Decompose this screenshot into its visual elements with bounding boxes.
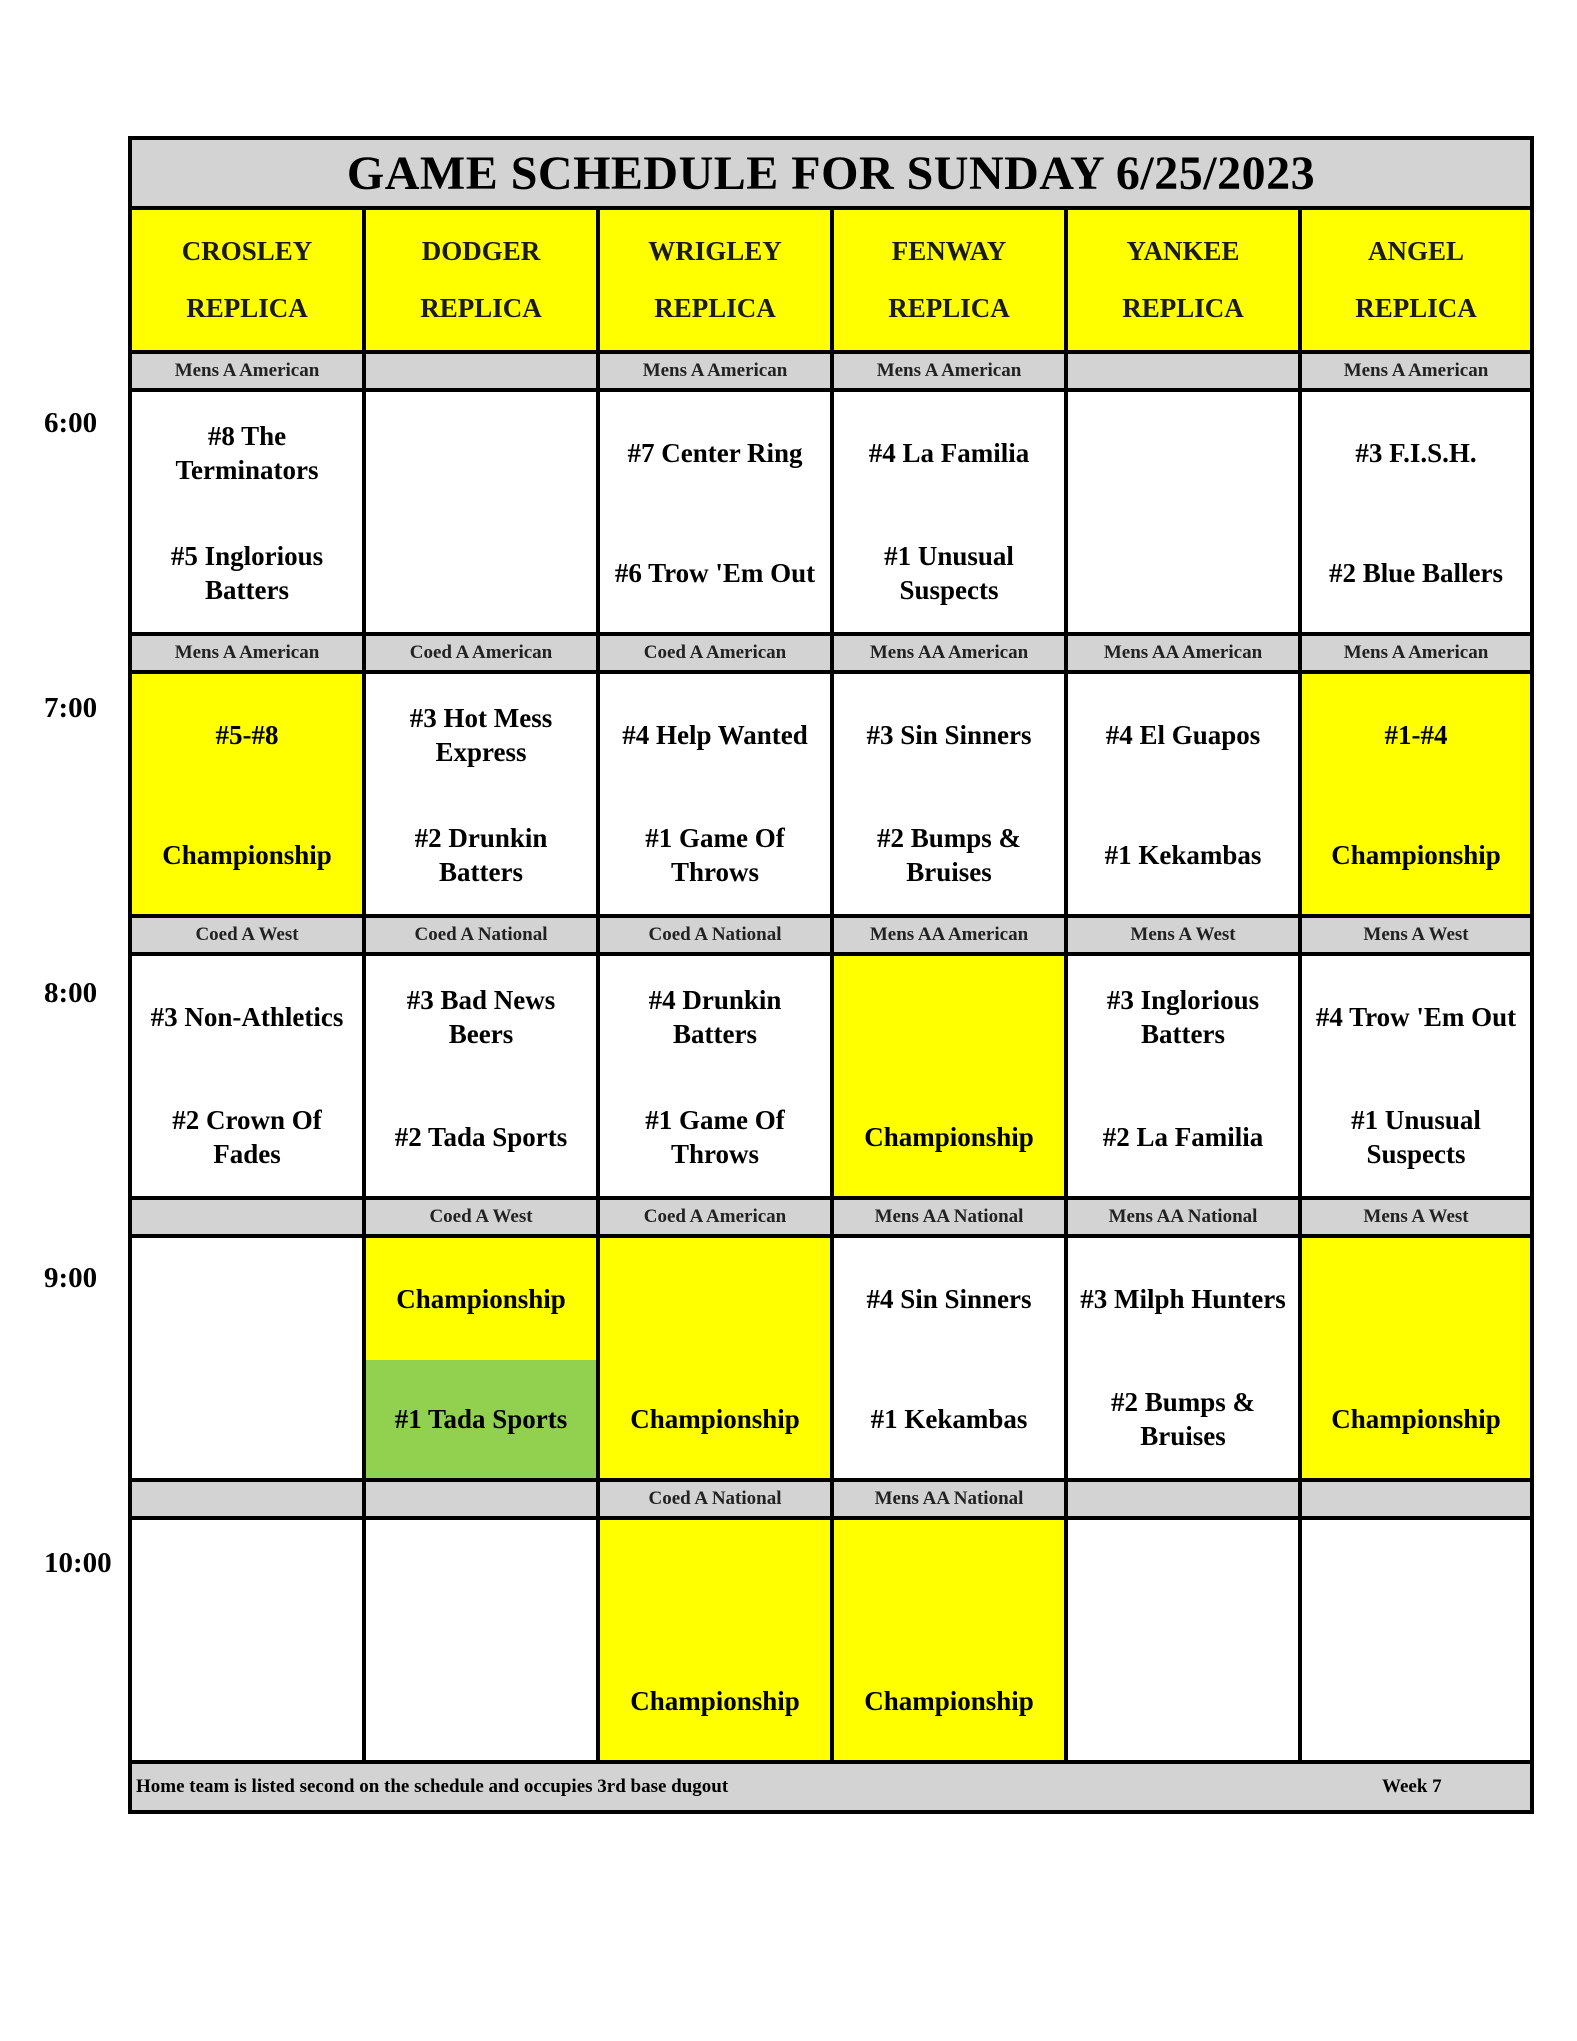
division-label [132,1482,366,1516]
home-team: Championship [864,1686,1034,1716]
away-team: #1-#4 [1384,720,1448,750]
division-row [132,918,1530,956]
away-team: #3 Non-Athletics [150,1002,344,1032]
division-label: Mens AA American [834,918,1068,952]
game-cell [366,392,600,632]
away-team: #4 Help Wanted [622,720,808,750]
division-label: Mens A West [1363,1206,1469,1227]
away-team: #4 La Familia [868,438,1030,468]
away-team: #3 Milph Hunters [1080,1284,1286,1314]
home-team: Championship [864,1122,1034,1152]
game-row [132,1520,1530,1764]
home-team: Championship [1331,840,1501,870]
division-row [132,1200,1530,1238]
game-cell [600,674,834,914]
game-cell [366,1238,600,1478]
home-team [1302,1642,1530,1760]
time-label: 6:00 [44,407,98,439]
game-cell [1302,674,1530,914]
division-label: Coed A American [366,636,600,670]
away-team [1068,392,1298,514]
division-label: Mens AA American [1068,636,1302,670]
footer-bar [132,1764,1530,1810]
time-label: 7:00 [44,692,98,724]
away-team: #3 Bad News Beers [406,985,556,1049]
game-cell [366,956,600,1196]
game-cell [1068,392,1302,632]
home-team: #2 Blue Ballers [1329,558,1503,588]
game-cell [834,1520,1068,1760]
game-cell [1302,1520,1530,1760]
division-label: Mens A American [1343,642,1489,663]
division-label [1302,1482,1530,1516]
away-team: #5-#8 [215,720,279,750]
home-team: Championship [630,1404,800,1434]
home-team: #2 Bumps & Bruises [1110,1387,1256,1451]
field-sub: REPLICA [888,293,1010,323]
field-name: WRIGLEY [648,236,782,266]
field-sub: REPLICA [1122,293,1244,323]
division-label: Coed A National [600,1482,834,1516]
game-row [132,1238,1530,1482]
field-sub: REPLICA [186,293,308,323]
division-label: Mens A American [132,354,366,388]
game-cell [132,1520,366,1760]
division-label: Coed A National [366,918,600,952]
game-row [132,956,1530,1200]
home-team: Championship [630,1686,800,1716]
game-cell [600,956,834,1196]
away-team: #4 Trow 'Em Out [1315,1002,1517,1032]
game-cell [834,956,1068,1196]
division-label: Mens A West [1363,924,1469,945]
home-team: Championship [1331,1404,1501,1434]
time-label: 8:00 [44,977,98,1009]
game-cell [132,392,366,632]
home-team [1068,514,1298,632]
field-header-yankee [1068,210,1302,350]
home-team: #1 Game Of Throws [645,823,785,887]
home-team: #1 Unusual Suspects [884,541,1014,605]
away-team [834,956,1064,1078]
division-label [132,1200,366,1234]
division-label [366,354,600,388]
game-cell [600,1520,834,1760]
away-team: #4 Sin Sinners [866,1284,1032,1314]
division-row [132,1482,1530,1520]
away-team [132,1238,362,1360]
game-cell [600,392,834,632]
home-team [132,1360,362,1478]
game-cell [366,674,600,914]
division-label: Coed A American [600,1200,834,1234]
division-label: Mens AA National [834,1482,1068,1516]
field-name: CROSLEY [181,236,313,266]
game-cell [132,956,366,1196]
away-team [132,1520,362,1642]
division-label [366,1482,600,1516]
game-cell [1068,956,1302,1196]
field-name: FENWAY [891,236,1007,266]
away-team [834,1520,1064,1642]
game-row [132,674,1530,918]
away-team [600,1520,830,1642]
division-label [1068,354,1302,388]
home-team: #1 Kekambas [1104,840,1262,870]
division-row [132,354,1530,392]
home-team [1068,1642,1298,1760]
away-team: #3 Sin Sinners [866,720,1032,750]
away-team: #3 Hot Mess Express [409,703,553,767]
away-team [600,1238,830,1360]
division-label: Mens AA American [834,636,1068,670]
field-sub: REPLICA [1355,293,1477,323]
game-cell [1068,1520,1302,1760]
home-team: Championship [162,840,332,870]
game-cell [834,1238,1068,1478]
away-team [1302,1238,1530,1360]
game-cell [600,1238,834,1478]
division-label: Mens A American [1343,360,1489,381]
schedule-table [128,136,1534,1814]
time-slots [132,354,1530,1764]
week-label: Week 7 [1382,1776,1442,1797]
away-team: #4 El Guapos [1105,720,1261,750]
away-team: Championship [396,1284,566,1314]
away-team [366,392,596,514]
away-team: #4 Drunkin Batters [648,985,782,1049]
game-cell [834,674,1068,914]
game-cell [1068,1238,1302,1478]
division-label: Coed A West [366,1200,600,1234]
home-team: #2 Bumps & Bruises [876,823,1022,887]
field-name: ANGEL [1367,236,1465,266]
away-team [366,1520,596,1642]
home-team [366,514,596,632]
away-team: #3 F.I.S.H. [1355,438,1477,468]
field-header-dodger [366,210,600,350]
footer-note: Home team is listed second on the schedule and occupies 3rd base dugout [136,1776,729,1797]
game-cell [132,1238,366,1478]
away-team [1302,1520,1530,1642]
home-team: #2 Tada Sports [394,1122,568,1152]
field-name: YANKEE [1126,236,1240,266]
field-name: DODGER [421,236,541,266]
field-sub: REPLICA [654,293,776,323]
home-team: #2 Crown Of Fades [172,1105,322,1169]
field-header-wrigley [600,210,834,350]
time-column [0,0,140,2041]
game-cell [1068,674,1302,914]
game-cell [366,1520,600,1760]
game-cell [1302,392,1530,632]
home-team: #1 Unusual Suspects [1351,1105,1481,1169]
away-team [1068,1520,1298,1642]
division-label: Mens AA National [1068,1200,1302,1234]
home-team: #2 La Familia [1102,1122,1264,1152]
away-team: #8 The Terminators [175,421,319,485]
home-team: #6 Trow 'Em Out [614,558,816,588]
field-sub: REPLICA [420,293,542,323]
division-label: Coed A West [132,918,366,952]
home-team: #1 Game Of Throws [645,1105,785,1169]
schedule-title: GAME SCHEDULE FOR SUNDAY 6/25/2023 [132,140,1530,210]
game-cell [1302,1238,1530,1478]
division-label: Coed A American [600,636,834,670]
field-header-angel [1302,210,1530,350]
division-row [132,636,1530,674]
game-row [132,392,1530,636]
division-label: Mens AA National [834,1200,1068,1234]
division-label: Coed A National [600,918,834,952]
game-cell [132,674,366,914]
home-team: #1 Tada Sports [366,1360,596,1478]
home-team: #1 Kekambas [870,1404,1028,1434]
division-label: Mens A American [132,636,366,670]
game-cell [1302,956,1530,1196]
time-label: 9:00 [44,1262,98,1294]
time-label: 10:00 [44,1547,112,1579]
home-team [132,1642,362,1760]
away-team: #7 Center Ring [627,438,803,468]
field-header-crosley [132,210,366,350]
away-team: #3 Inglorious Batters [1106,985,1260,1049]
field-header-fenway [834,210,1068,350]
division-label [1068,1482,1302,1516]
home-team: #5 Inglorious Batters [170,541,324,605]
division-label: Mens A American [600,354,834,388]
field-header-row [132,210,1530,354]
game-cell [834,392,1068,632]
home-team: #2 Drunkin Batters [414,823,548,887]
home-team [366,1642,596,1760]
division-label: Mens A American [834,354,1068,388]
division-label: Mens A West [1068,918,1302,952]
